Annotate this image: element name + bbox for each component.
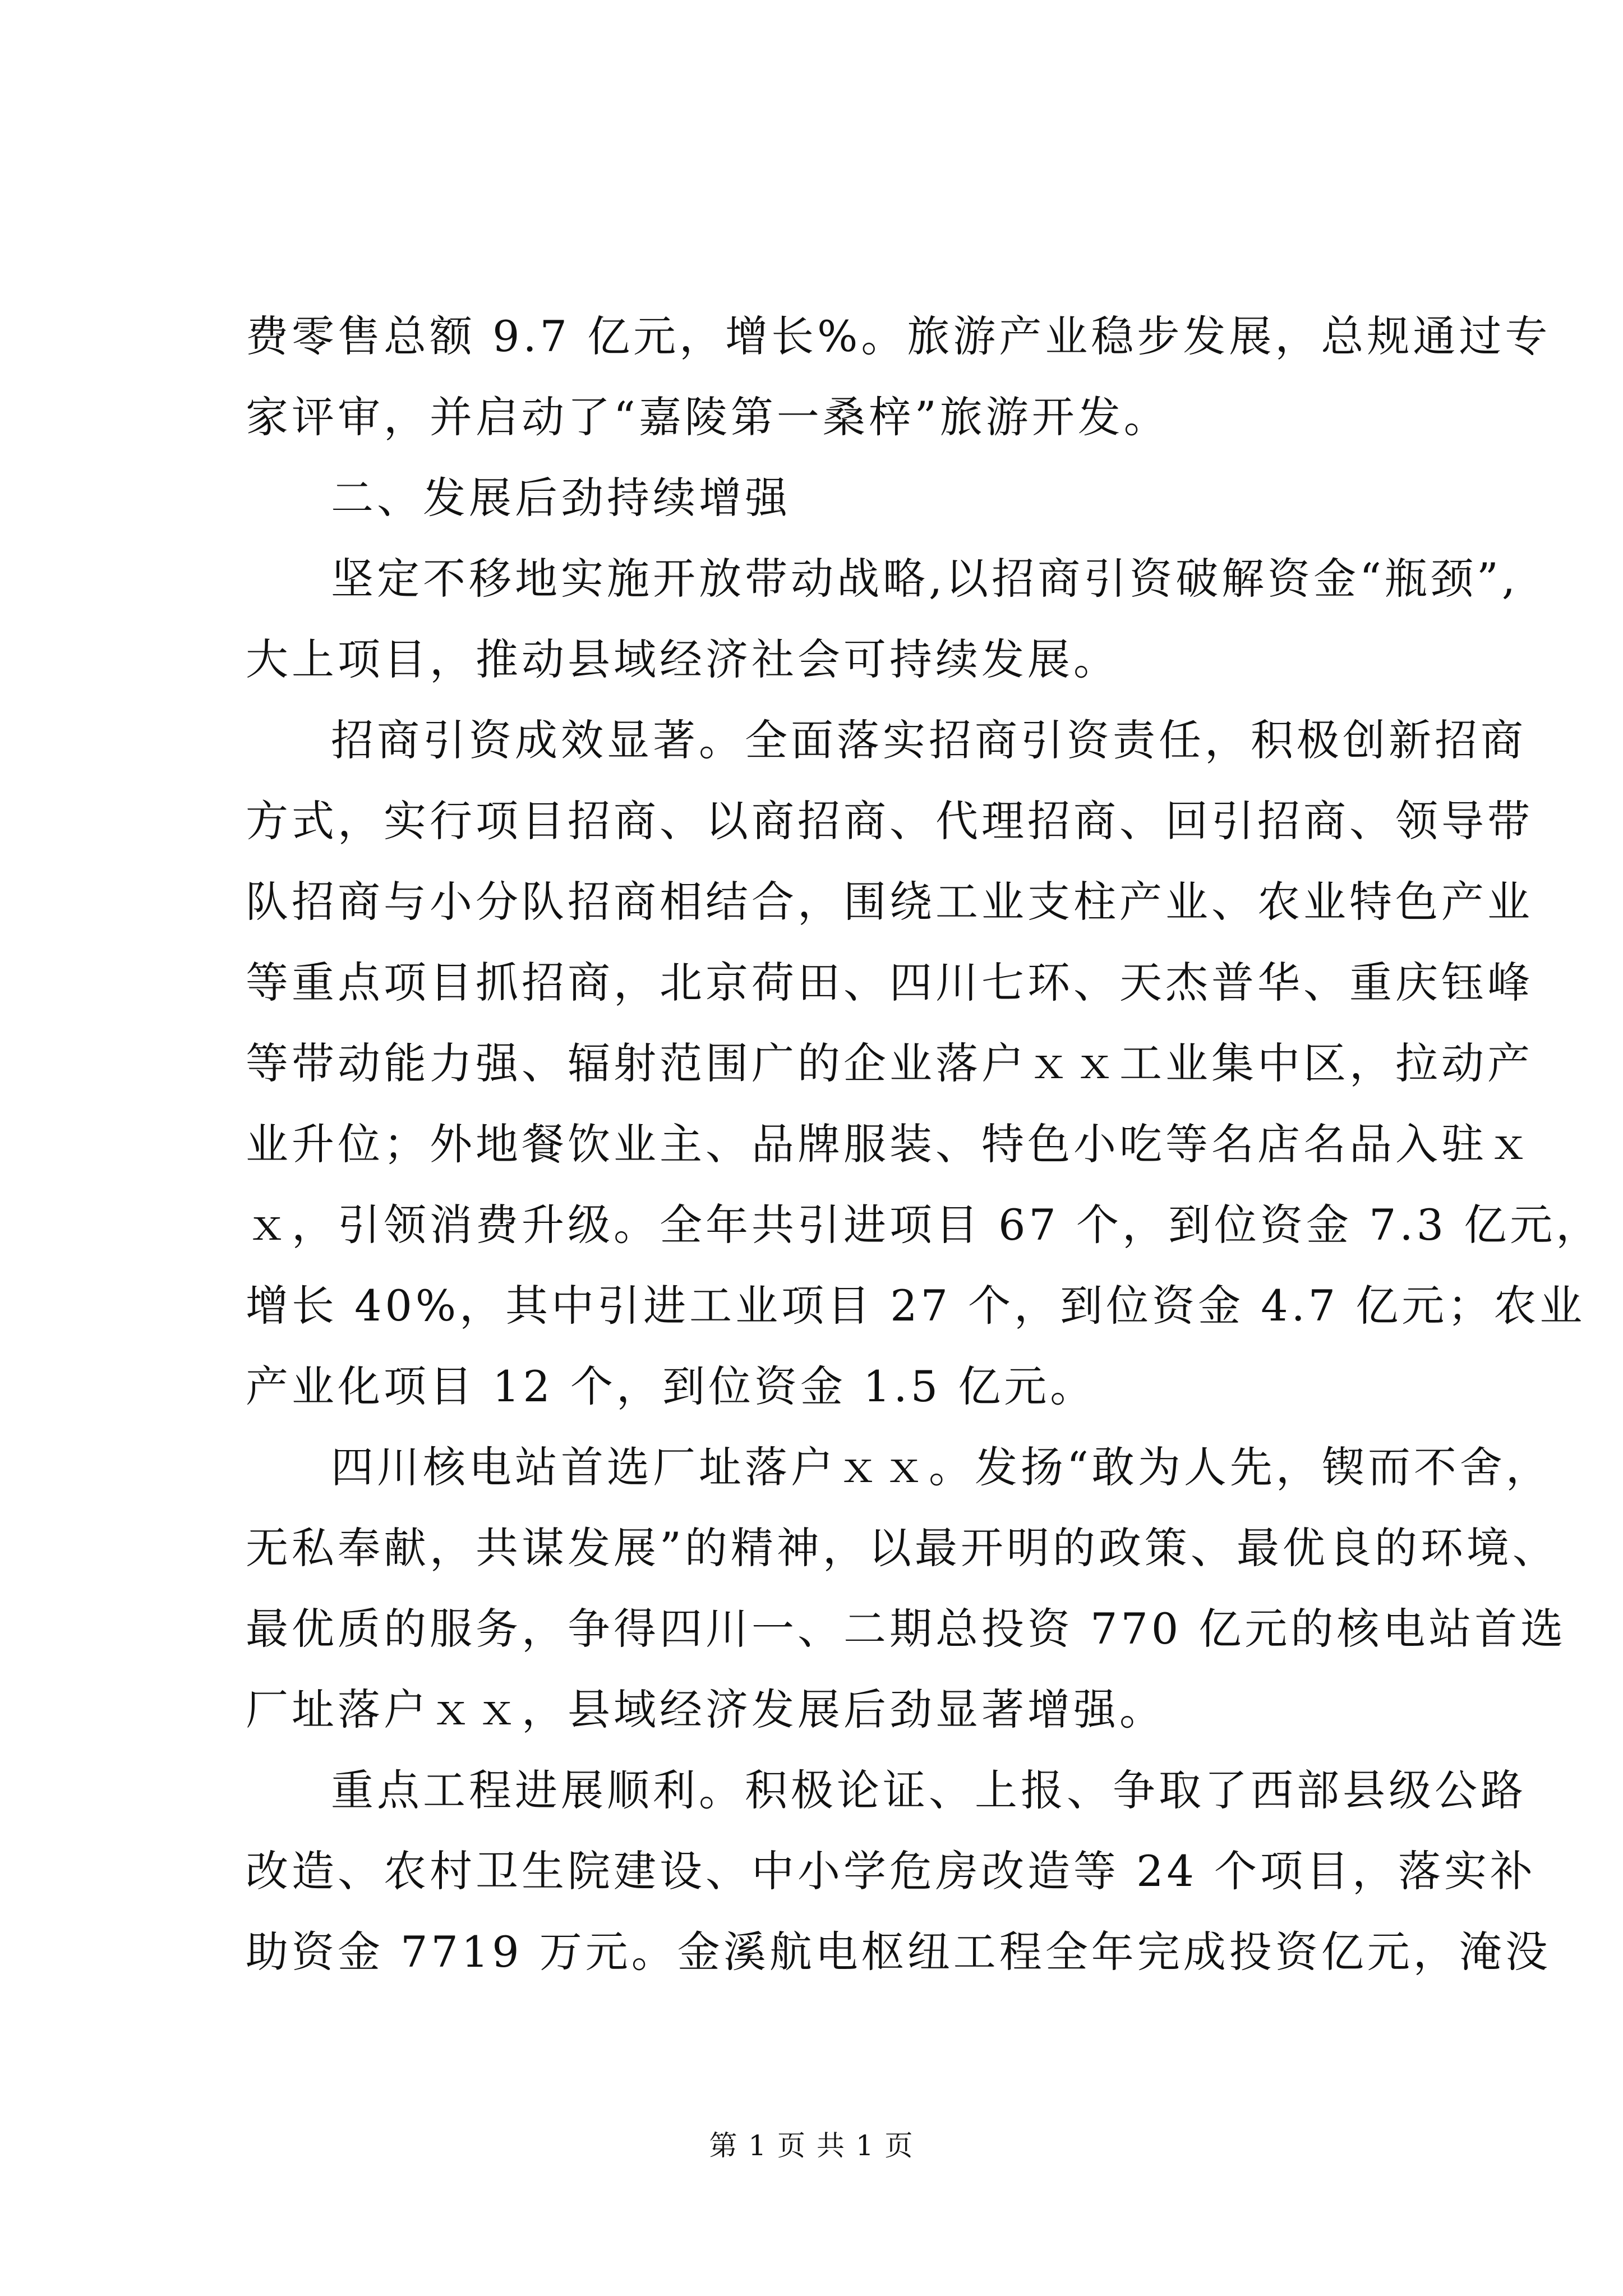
text-line: ｘ，引领消费升级。全年共引进项目 67 个，到位资金 7.3 亿元， [246, 1200, 1602, 1250]
text-line: 四川核电站首选厂址落户ｘｘ。发扬“敢为人先，锲而不舍， [331, 1442, 1552, 1492]
text-line: 厂址落户ｘｘ，县域经济发展后劲显著增强。 [246, 1685, 1165, 1734]
page-footer: 第 1 页 共 1 页 [709, 2129, 914, 2162]
text-line: 最优质的服务，争得四川一、二期总投资 770 亿元的核电站首选 [246, 1604, 1567, 1654]
text-line: 改造、农村卫生院建设、中小学危房改造等 24 个项目，落实补 [246, 1846, 1537, 1896]
text-line: 等带动能力强、辐射范围广的企业落户ｘｘ工业集中区，拉动产 [246, 1038, 1533, 1088]
text-line: 增长 40%，其中引进工业项目 27 个，到位资金 4.7 亿元；农业 [246, 1281, 1586, 1331]
text-line: 业升位；外地餐饮业主、品牌服装、特色小吃等名店名品入驻ｘ [246, 1119, 1533, 1169]
text-line: 无私奉献，共谋发展”的精神，以最开明的政策、最优良的环境、 [246, 1523, 1559, 1573]
document-body [246, 296, 1602, 1993]
text-line: 大上项目，推动县域经济社会可持续发展。 [246, 634, 1119, 684]
section-heading: 二、发展后劲持续增强 [331, 473, 791, 523]
text-line: 方式，实行项目招商、以商招商、代理招商、回引招商、领导带 [246, 796, 1533, 846]
text-line: 助资金 7719 万元。金溪航电枢纽工程全年完成投资亿元，淹没 [246, 1927, 1551, 1977]
text-line: 等重点项目抓招商，北京荷田、四川七环、天杰普华、重庆钰峰 [246, 958, 1533, 1007]
text-line: 产业化项目 12 个，到位资金 1.5 亿元。 [246, 1361, 1096, 1411]
text-line: 招商引资成效显著。全面落实招商引资责任，积极创新招商 [331, 715, 1527, 765]
text-line: 坚定不移地实施开放带动战略,以招商引资破解资金“瓶颈”, [331, 554, 1519, 604]
text-line: 家评审，并启动了“嘉陵第一桑梓”旅游开发。 [246, 392, 1170, 442]
text-line: 重点工程进展顺利。积极论证、上报、争取了西部县级公路 [331, 1765, 1527, 1815]
text-line: 队招商与小分队招商相结合，围绕工业支柱产业、农业特色产业 [246, 877, 1533, 927]
text-line: 费零售总额 9.7 亿元，增长%。旅游产业稳步发展，总规通过专 [246, 311, 1551, 361]
